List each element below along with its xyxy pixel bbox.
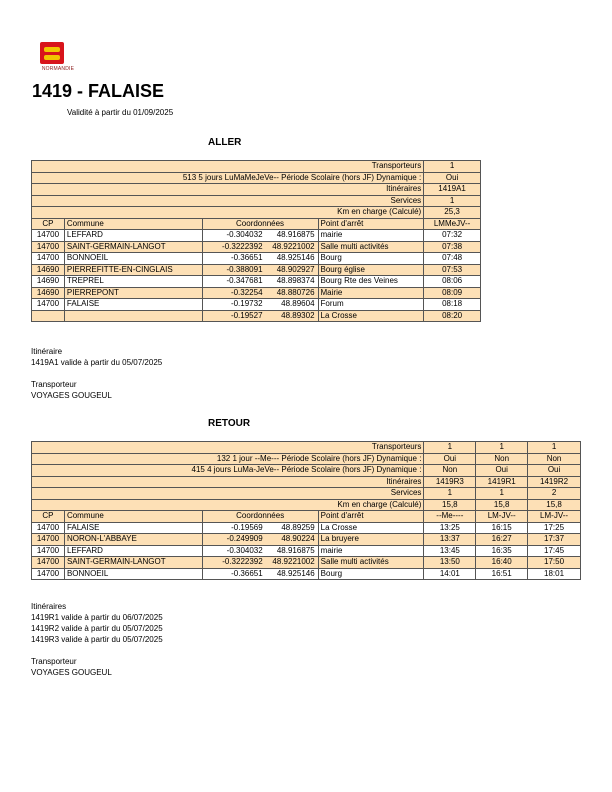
longitude: -0.32254 [230,287,263,297]
departure-time: 13:50 [424,557,476,569]
days-header: LM-JV-- [476,511,528,523]
commune-name [64,310,202,322]
retour-notes [31,601,163,678]
page-title: 1419 - FALAISE [32,81,165,101]
commune-name: TREPREL [64,276,202,288]
commune-header: Commune [64,511,202,523]
meta-value: 1419R2 [528,476,581,488]
stop-name: Salle multi activités [318,557,424,569]
normandy-flag-icon [40,42,64,64]
coordinates-header: Coordonnées [202,511,318,523]
departure-time: 17:25 [528,522,581,534]
stop-row [32,287,481,299]
stop-row [32,253,481,265]
commune-name: LEFFARD [64,230,202,242]
commune-name: LEFFARD [64,545,202,557]
stop-row [32,534,581,546]
stop-row [32,310,481,322]
meta-row [32,465,581,477]
commune-name: BONNOEIL [64,253,202,265]
departure-time: 07:38 [424,241,481,253]
meta-row [32,161,481,173]
stop-row [32,545,581,557]
longitude: -0.19569 [231,522,263,532]
postal-code: 14700 [32,534,65,546]
coordinates [202,230,318,242]
meta-label: 415 4 jours LuMa-JeVe-- Période Scolaire (hors JF) Dynamique : [32,465,424,477]
stop-name: Bourg Rte des Veines [318,276,424,288]
meta-value: 1 [424,488,476,500]
validity-date: Validité à partir du 01/09/2025 [67,108,174,117]
stop-header: Point d'arrêt [318,218,424,230]
stop-name: Mairie [318,287,424,299]
latitude: 48.9221002 [272,241,315,251]
stop-name: La Crosse [318,522,424,534]
meta-value: 1419R1 [476,476,528,488]
postal-code: 14700 [32,568,65,580]
lion-icon [44,47,60,52]
latitude: 48.880726 [276,287,315,297]
departure-time: 18:01 [528,568,581,580]
stop-row [32,522,581,534]
departure-time: 07:48 [424,253,481,265]
latitude: 48.916875 [276,545,315,555]
meta-value: 15,8 [528,499,581,511]
coordinates [202,264,318,276]
departure-time: 17:37 [528,534,581,546]
logo-caption: NORMANDIE [41,66,75,72]
coordinates-header: Coordonnées [202,218,318,230]
stop-row [32,241,481,253]
departure-time: 08:06 [424,276,481,288]
meta-value: 1419A1 [424,184,481,196]
commune-name: SAINT-GERMAIN-LANGOT [64,241,202,253]
itinerary-title: Itinéraires [31,602,67,611]
latitude: 48.90224 [281,534,315,543]
stop-name: La Crosse [318,310,424,322]
latitude: 48.916875 [276,230,315,239]
aller-timetable [31,160,481,322]
postal-code: 14700 [32,230,65,242]
meta-label: Itinéraires [32,476,424,488]
postal-code: 14690 [32,287,65,299]
meta-label: Km en charge (Calculé) [32,207,424,219]
stop-name: Bourg [318,253,424,265]
meta-value: Oui [424,453,476,465]
latitude: 48.89259 [281,522,315,532]
meta-label: Services [32,488,424,500]
departure-time: 07:53 [424,264,481,276]
meta-row [32,207,481,219]
postal-code [32,310,65,322]
commune-name: BONNOEIL [64,568,202,580]
meta-row [32,442,581,454]
itinerary-validity: 1419A1 valide à partir du 05/07/2025 [31,358,163,367]
meta-row [32,172,481,184]
itinerary-validity: 1419R3 valide à partir du 05/07/2025 [31,635,163,644]
postal-code: 14700 [32,545,65,557]
meta-label: Transporteurs [32,442,424,454]
longitude: -0.3222392 [222,241,263,251]
stop-row [32,276,481,288]
departure-time: 08:09 [424,287,481,299]
stop-row [32,568,581,580]
meta-row [32,453,581,465]
stop-name: Forum [318,299,424,311]
latitude: 48.925146 [276,253,315,262]
days-header: --Me---- [424,511,476,523]
commune-name: FALAISE [64,299,202,311]
meta-value: 1419R3 [424,476,476,488]
meta-value: Non [424,465,476,477]
meta-value: Non [476,453,528,465]
longitude: -0.19732 [230,299,263,308]
commune-header: Commune [64,218,202,230]
departure-time: 08:20 [424,310,481,322]
departure-time: 14:01 [424,568,476,580]
stop-row [32,299,481,311]
departure-time: 16:27 [476,534,528,546]
departure-time: 08:18 [424,299,481,311]
coordinates [202,276,318,288]
header-row [32,218,481,230]
meta-value: 2 [528,488,581,500]
coordinates [202,241,318,253]
longitude: -0.3222392 [222,557,263,566]
retour-heading: RETOUR [208,418,251,429]
departure-time: 13:25 [424,522,476,534]
days-header: LMMeJV-- [424,218,481,230]
meta-row [32,184,481,196]
stop-name: mairie [318,545,424,557]
meta-row [32,488,581,500]
stop-row [32,264,481,276]
departure-time: 13:37 [424,534,476,546]
days-header: LM-JV-- [528,511,581,523]
latitude: 48.902927 [276,264,315,274]
longitude: -0.304032 [226,545,263,555]
coordinates [202,568,318,580]
lion-icon [44,55,60,60]
coordinates [202,310,318,322]
longitude: -0.388091 [226,264,263,274]
commune-name: PIERREPONT [64,287,202,299]
postal-code: 14700 [32,557,65,569]
meta-value: 15,8 [476,499,528,511]
stop-name: Bourg église [318,264,424,276]
meta-row [32,499,581,511]
longitude: -0.347681 [226,276,263,285]
latitude: 48.9221002 [272,557,315,566]
departure-time: 07:32 [424,230,481,242]
meta-value: 1 [424,195,481,207]
latitude: 48.89302 [281,310,315,320]
departure-time: 16:40 [476,557,528,569]
coordinates [202,253,318,265]
meta-label: Services [32,195,424,207]
postal-code: 14700 [32,522,65,534]
coordinates [202,287,318,299]
postal-code: 14700 [32,299,65,311]
coordinates [202,299,318,311]
postal-code: 14700 [32,241,65,253]
stop-name: La bruyere [318,534,424,546]
departure-time: 16:51 [476,568,528,580]
stop-header: Point d'arrêt [318,511,424,523]
coordinates [202,557,318,569]
meta-value: 1 [424,161,481,173]
meta-value: 1 [476,442,528,454]
meta-value: Oui [528,465,581,477]
meta-value: 25,3 [424,207,481,219]
spacer [31,368,162,379]
commune-name: FALAISE [64,522,202,534]
postal-code: 14700 [32,253,65,265]
departure-time: 17:45 [528,545,581,557]
stop-name: mairie [318,230,424,242]
header-row [32,511,581,523]
longitude: -0.36651 [231,568,263,578]
longitude: -0.304032 [226,230,263,239]
meta-value: 1 [528,442,581,454]
meta-value: 1 [476,488,528,500]
longitude: -0.19527 [230,310,263,320]
meta-label: Itinéraires [32,184,424,196]
meta-row [32,195,481,207]
departure-time: 17:50 [528,557,581,569]
itinerary-validity: 1419R2 valide à partir du 05/07/2025 [31,624,163,633]
coordinates [202,522,318,534]
meta-value: Oui [476,465,528,477]
meta-value: Oui [424,172,481,184]
aller-heading: ALLER [208,137,242,148]
longitude: -0.249909 [226,534,263,543]
commune-name: NORON-L'ABBAYE [64,534,202,546]
latitude: 48.89604 [281,299,315,308]
meta-value: 1 [424,442,476,454]
postal-code: 14690 [32,264,65,276]
stop-name: Bourg [318,568,424,580]
departure-time: 16:15 [476,522,528,534]
region-logo [36,42,76,76]
meta-label: 132 1 jour --Me--- Période Scolaire (hors JF) Dynamique : [32,453,424,465]
carrier-title: Transporteur [31,380,77,389]
latitude: 48.925146 [276,568,315,578]
departure-time: 13:45 [424,545,476,557]
cp-header: CP [32,511,65,523]
cp-header: CP [32,218,65,230]
meta-value: Non [528,453,581,465]
commune-name: PIERREFITTE-EN-CINGLAIS [64,264,202,276]
itinerary-title: Itinéraire [31,347,63,356]
meta-label: 513 5 jours LuMaMeJeVe-- Période Scolaire (hors JF) Dynamique : [32,172,424,184]
commune-name: SAINT-GERMAIN-LANGOT [64,557,202,569]
coordinates [202,545,318,557]
spacer [31,645,163,656]
stop-row [32,557,581,569]
carrier-name: VOYAGES GOUGEUL [31,668,112,677]
carrier-title: Transporteur [31,657,77,666]
itinerary-validity: 1419R1 valide à partir du 06/07/2025 [31,613,163,622]
stop-row [32,230,481,242]
meta-label: Transporteurs [32,161,424,173]
departure-time: 16:35 [476,545,528,557]
postal-code: 14690 [32,276,65,288]
aller-notes [31,346,162,401]
stop-name: Salle multi activités [318,241,424,253]
retour-timetable [31,441,581,580]
meta-row [32,476,581,488]
coordinates [202,534,318,546]
longitude: -0.36651 [230,253,263,262]
carrier-name: VOYAGES GOUGEUL [31,391,112,400]
meta-label: Km en charge (Calculé) [32,499,424,511]
meta-value: 15,8 [424,499,476,511]
latitude: 48.898374 [276,276,315,285]
